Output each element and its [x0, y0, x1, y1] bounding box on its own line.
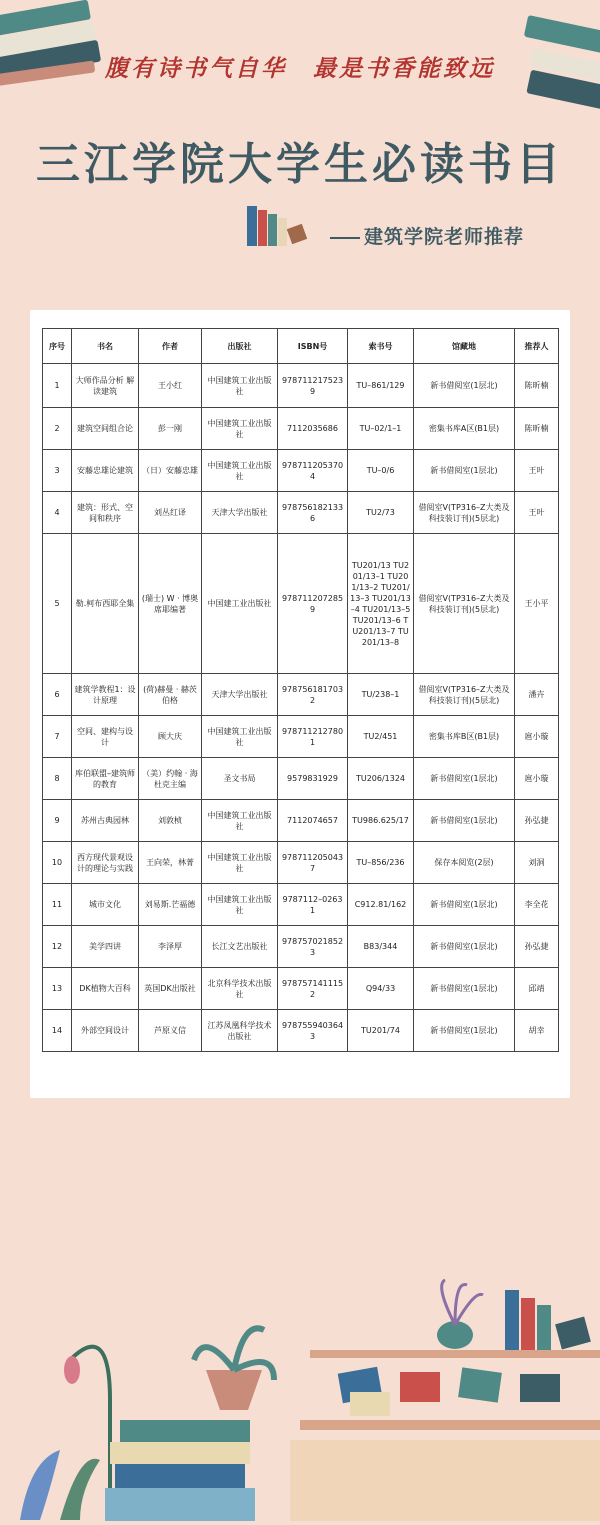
- table-cell: TU206/1324: [348, 758, 414, 800]
- table-cell: 王叶: [515, 450, 559, 492]
- table-cell: 新书借阅室(1层北): [414, 758, 515, 800]
- slogan: 腹有诗书气自华 最是书香能致远: [105, 55, 495, 82]
- table-cell: 7: [43, 716, 72, 758]
- col-header: ISBN号: [278, 329, 348, 364]
- table-row: [43, 800, 559, 842]
- col-header: 序号: [43, 329, 72, 364]
- table-cell: 美学四讲: [72, 926, 139, 968]
- table-cell: 英国DK出版社: [139, 968, 202, 1010]
- table-cell: 借阅室Ⅴ(TP316–Z大类及科技装订刊)(5层北): [414, 492, 515, 534]
- table-body: [43, 364, 559, 1052]
- page-title: 三江学院大学生必读书目: [36, 139, 564, 190]
- table-cell: 9787559403643: [278, 1010, 348, 1052]
- table-cell: 陈昕楠: [515, 408, 559, 450]
- table-cell: 9787112050437: [278, 842, 348, 884]
- table-cell: 新书借阅室(1层北): [414, 364, 515, 408]
- table-cell: TU–861/129: [348, 364, 414, 408]
- table-cell: 9579831929: [278, 758, 348, 800]
- table-cell: 9787112175239: [278, 364, 348, 408]
- table-cell: 9787570218523: [278, 926, 348, 968]
- col-header: 索书号: [348, 329, 414, 364]
- table-cell: TU986.625/17: [348, 800, 414, 842]
- table-cell: 密集书库A区(B1层): [414, 408, 515, 450]
- table-cell: （日）安藤忠雄: [139, 450, 202, 492]
- table-cell: 9787112053704: [278, 450, 348, 492]
- table-cell: 13: [43, 968, 72, 1010]
- table-cell: 新书借阅室(1层北): [414, 968, 515, 1010]
- col-header: 推荐人: [515, 329, 559, 364]
- table-cell: 4: [43, 492, 72, 534]
- table-cell: Q94/33: [348, 968, 414, 1010]
- table-cell: TU/238–1: [348, 674, 414, 716]
- table-cell: 天津大学出版社: [202, 674, 278, 716]
- table-row: [43, 1010, 559, 1052]
- table-cell: 中国建筑工业出版社: [202, 800, 278, 842]
- table-cell: 新书借阅室(1层北): [414, 884, 515, 926]
- table-cell: 中国建筑工业出版社: [202, 716, 278, 758]
- table-row: [43, 492, 559, 534]
- plant-and-books-bottom-left-decoration: [0, 1300, 300, 1521]
- table-cell: 7112074657: [278, 800, 348, 842]
- table-cell: 顾大庆: [139, 716, 202, 758]
- table-cell: 9787112072859: [278, 534, 348, 674]
- table-cell: TU–0/6: [348, 450, 414, 492]
- table-cell: 9787561821336: [278, 492, 348, 534]
- table-cell: 刘丛红译: [139, 492, 202, 534]
- table-cell: 建筑空间组合论: [72, 408, 139, 450]
- table-cell: 安藤忠雄论建筑: [72, 450, 139, 492]
- table-cell: B83/344: [348, 926, 414, 968]
- table-cell: 彭一刚: [139, 408, 202, 450]
- dash-decoration: [330, 237, 360, 239]
- table-cell: 9787571411152: [278, 968, 348, 1010]
- table-cell: 11: [43, 884, 72, 926]
- table-row: [43, 926, 559, 968]
- table-cell: 中国建筑工业出版社: [202, 884, 278, 926]
- subtitle: [330, 222, 524, 249]
- table-cell: 李全花: [515, 884, 559, 926]
- table-cell: 王叶: [515, 492, 559, 534]
- table-cell: 外部空间设计: [72, 1010, 139, 1052]
- table-cell: 中国建筑工业出版社: [202, 450, 278, 492]
- table-cell: TU2/451: [348, 716, 414, 758]
- col-header: 馆藏地: [414, 329, 515, 364]
- table-header-row: [43, 329, 559, 364]
- table-row: [43, 364, 559, 408]
- table-cell: 新书借阅室(1层北): [414, 800, 515, 842]
- table-cell: 扈小璇: [515, 758, 559, 800]
- table-cell: 5: [43, 534, 72, 674]
- table-cell: 12: [43, 926, 72, 968]
- table-cell: 大师作品分析 解读建筑: [72, 364, 139, 408]
- table-cell: 邱靖: [515, 968, 559, 1010]
- col-header: 出版社: [202, 329, 278, 364]
- table-cell: 借阅室Ⅴ(TP316–Z大类及科技装订刊)(5层北): [414, 674, 515, 716]
- table-cell: 6: [43, 674, 72, 716]
- table-cell: 密集书库B区(B1层): [414, 716, 515, 758]
- table-cell: 圣文书局: [202, 758, 278, 800]
- table-cell: 江苏凤凰科学技术出版社: [202, 1010, 278, 1052]
- table-cell: 保存本阅览(2层): [414, 842, 515, 884]
- table-row: [43, 758, 559, 800]
- col-header: 书名: [72, 329, 139, 364]
- table-cell: 8: [43, 758, 72, 800]
- table-cell: (瑞士) W · 博奥席耶编著: [139, 534, 202, 674]
- table-row: [43, 968, 559, 1010]
- table-cell: 北京科学技术出版社: [202, 968, 278, 1010]
- table-cell: TU–02/1–1: [348, 408, 414, 450]
- table-cell: 中国建筑工业出版社: [202, 364, 278, 408]
- table-row: [43, 450, 559, 492]
- table-cell: 李泽厚: [139, 926, 202, 968]
- table-cell: 空间、建构与设计: [72, 716, 139, 758]
- table-cell: 长江文艺出版社: [202, 926, 278, 968]
- table-cell: 库伯联盟–建筑师的教育: [72, 758, 139, 800]
- table-cell: 新书借阅室(1层北): [414, 1010, 515, 1052]
- table-cell: TU2/73: [348, 492, 414, 534]
- table-cell: 中国建筑工业出版社: [202, 842, 278, 884]
- table-cell: 勒.柯布西耶全集: [72, 534, 139, 674]
- table-row: [43, 534, 559, 674]
- table-cell: 刘洞: [515, 842, 559, 884]
- table-cell: （美）约翰 · 海杜克主编: [139, 758, 202, 800]
- table-row: [43, 408, 559, 450]
- table-cell: 城市文化: [72, 884, 139, 926]
- table-cell: (荷)赫曼 · 赫茨伯格: [139, 674, 202, 716]
- table-row: [43, 842, 559, 884]
- table-cell: 建筑学教程1：设计原理: [72, 674, 139, 716]
- table-row: [43, 884, 559, 926]
- table-cell: 孙弘捷: [515, 926, 559, 968]
- table-cell: 王小平: [515, 534, 559, 674]
- table-cell: 3: [43, 450, 72, 492]
- table-cell: 陈昕楠: [515, 364, 559, 408]
- table-cell: 孙弘捷: [515, 800, 559, 842]
- table-cell: 借阅室Ⅴ(TP316–Z大类及科技装订刊)(5层北): [414, 534, 515, 674]
- col-header: 作者: [139, 329, 202, 364]
- table-cell: 胡幸: [515, 1010, 559, 1052]
- table-cell: 7112035686: [278, 408, 348, 450]
- table-cell: 2: [43, 408, 72, 450]
- table-cell: 14: [43, 1010, 72, 1052]
- table-cell: TU201/13 TU201/13–1 TU201/13–2 TU201/13–3 TU201/13–4 TU201/13–5 TU201/13–6 TU201/13–7 TU201/13–8: [348, 534, 414, 674]
- table-row: [43, 674, 559, 716]
- table-cell: 天津大学出版社: [202, 492, 278, 534]
- booklist-table: [42, 328, 559, 1052]
- table-cell: TU–856/236: [348, 842, 414, 884]
- table-cell: 1: [43, 364, 72, 408]
- table-cell: 9787112–02631: [278, 884, 348, 926]
- table-cell: 刘敦桢: [139, 800, 202, 842]
- table-cell: 9787561817032: [278, 674, 348, 716]
- table-cell: 9787112127801: [278, 716, 348, 758]
- table-cell: 9: [43, 800, 72, 842]
- subtitle-text: 建筑学院老师推荐: [364, 226, 525, 248]
- table-cell: 苏州古典园林: [72, 800, 139, 842]
- table-cell: 扈小璇: [515, 716, 559, 758]
- table-cell: DK植物大百科: [72, 968, 139, 1010]
- table-cell: 新书借阅室(1层北): [414, 450, 515, 492]
- table-cell: 刘易斯.芒福德: [139, 884, 202, 926]
- table-cell: 中国建筑工业出版社: [202, 408, 278, 450]
- table-panel: [30, 310, 570, 1098]
- table-cell: TU201/74: [348, 1010, 414, 1052]
- bookshelf-bottom-right-decoration: [290, 1250, 600, 1521]
- table-cell: 10: [43, 842, 72, 884]
- table-cell: 芦原义信: [139, 1010, 202, 1052]
- table-cell: 中国建工业出版社: [202, 534, 278, 674]
- table-cell: 潘卉: [515, 674, 559, 716]
- table-cell: 王向荣，林菁: [139, 842, 202, 884]
- small-books-icon: [245, 200, 307, 248]
- table-cell: C912.81/162: [348, 884, 414, 926]
- table-row: [43, 716, 559, 758]
- table-cell: 建筑：形式、空间和秩序: [72, 492, 139, 534]
- table-cell: 西方现代景观设计的理论与实践: [72, 842, 139, 884]
- table-cell: 王小红: [139, 364, 202, 408]
- table-cell: 新书借阅室(1层北): [414, 926, 515, 968]
